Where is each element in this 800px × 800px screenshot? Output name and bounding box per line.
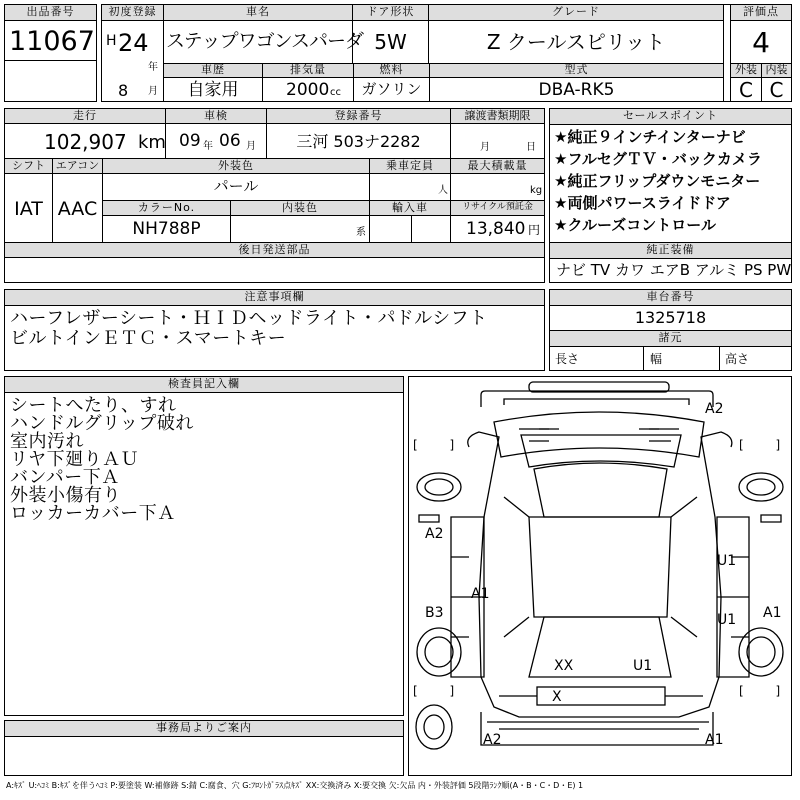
month-value: 8 [118,81,129,100]
transfer-day-unit: 日 [526,142,536,153]
mark-interior-right: U1 [633,658,653,674]
inspection-label: 車検 [165,108,267,124]
name-label: 車名 [163,4,353,21]
year-value: 24 [118,29,149,57]
inspection-year: 09 [179,131,201,151]
capacity-label: 乗車定員 [369,158,451,174]
height-label: 高さ [725,352,750,366]
ac-value: AAC [57,198,98,220]
history-value: 自家用 [187,80,239,100]
month-unit: 月 [148,86,158,97]
sales-points-label: セールスポイント [549,108,792,125]
recycle-value: 13,840 [466,219,526,239]
car-name: ステップワゴンスパーダ [166,30,364,52]
notes-line-2: ビルトインＥＴＣ・スマートキー [10,328,287,349]
mark-rear-right: A1 [705,732,724,748]
plate-label: 登録番号 [266,108,451,124]
inspector-line-3: 室内汚れ [10,431,84,452]
length-label: 長さ [555,352,580,366]
sales-point-2: ★フルセグＴＶ・バックカメラ [554,150,762,168]
maxload-label: 最大積載量 [450,158,545,174]
recycle-unit: 円 [528,223,541,237]
equipment-value: ナビ TV カワ エアB アルミ PS PW [556,261,792,279]
lot-label: 出品番号 [4,4,97,21]
bracket-right-front: [ ] [739,438,795,452]
exterior-score-label: 外装 [730,63,762,78]
inspector-line-5: バンパー下Ａ [10,467,120,488]
displacement-value: 2000 [286,80,330,100]
dims-label: 諸元 [549,330,792,347]
model-value: DBA-RK5 [538,80,615,100]
exterior-score: C [739,78,753,102]
grade-value: Z クールスピリット [486,30,666,54]
score-label: 評価点 [730,4,792,21]
inspector-line-6: 外装小傷有り [10,485,121,506]
door-type: 5W [374,30,407,54]
inspector-line-4: リヤ下廻りＡＵ [10,449,140,470]
sales-point-1: ★純正９インチインターナビ [554,128,746,146]
interior-score-label: 内装 [761,63,792,78]
later-parts-label: 後日発送部品 [4,242,545,258]
mark-left-front: A2 [425,526,444,542]
mark-interior-left: XX [554,658,574,674]
interior-score: C [769,78,784,102]
width-label: 幅 [650,352,663,366]
transfer-label: 譲渡書類期限 [450,108,545,124]
chassis-number: 1325718 [634,308,707,327]
exterior-color-label: 外装色 [102,158,370,174]
interior-color-label: 内装色 [230,200,370,216]
sales-point-3: ★純正フリップダウンモニター [554,172,761,190]
legend-footer: A:ｷｽﾞ U:ﾍｺﾐ B:ｷｽﾞを伴うﾍｺﾐ P:要塗装 W:補修跡 S:錆 C:腐食、穴 G:ﾌﾛﾝﾄｶﾞﾗｽ点ｷｽﾞ XX:交換済み X:要交換 欠:欠品 内・外装評価 5段階ﾗﾝｸ順(A・B・C・D・E) 1 [6,781,584,790]
inspector-line-2: ハンドルグリップ破れ [10,413,194,434]
ac-label: エアコン [52,158,103,174]
capacity-unit: 人 [438,185,448,196]
fuel-value: ガソリン [361,80,422,98]
mileage-value: 102,907 [44,130,127,154]
car-diagram [408,376,795,776]
notes-line-1: ハーフレザーシート・ＨＩＤヘッドライト・パドルシフト [10,308,488,329]
era-value: H [106,33,117,49]
inspection-month: 06 [219,131,241,151]
recycle-label: リサイクル預託金 [450,200,545,216]
inspector-label: 検査員記入欄 [4,376,404,393]
mark-left-mid: A1 [471,586,490,602]
interior-color-unit: 系 [356,227,366,238]
inspector-line-1: シートへたり、すれ [10,395,177,416]
maxload-unit: kg [530,185,543,196]
lot-number: 11067 [9,26,95,57]
bracket-right-rear: [ ] [739,684,795,698]
first-reg-label: 初度登録 [101,4,164,21]
sales-point-5: ★クルーズコントロール [554,216,716,234]
history-label: 車歴 [163,63,263,78]
year-unit: 年 [148,62,158,73]
mark-right-rear: A1 [763,605,782,621]
mark-right-front: U1 [717,553,737,569]
inspection-month-unit: 月 [246,141,256,152]
transfer-month-unit: 月 [480,142,490,153]
model-label: 型式 [429,63,724,78]
car-outline-svg [409,377,793,777]
mark-left-rear: B3 [425,605,444,621]
bracket-left-front: [ ] [413,438,469,452]
equipment-label: 純正装備 [549,242,792,259]
mark-rear-left: A2 [483,732,502,748]
grade-label: グレード [428,4,724,21]
displacement-label: 排気量 [262,63,354,78]
color-no-label: カラーNo. [102,200,231,216]
inspector-line-7: ロッカーカバー下Ａ [10,503,176,524]
displacement-unit: cc [330,87,341,98]
mark-right-mid: U1 [717,612,737,628]
fuel-label: 燃料 [353,63,430,78]
shift-value: IAT [14,198,43,220]
door-label: ドア形状 [352,4,429,21]
mileage-unit: km [138,132,166,153]
chassis-label: 車台番号 [549,289,792,306]
import-label: 輸入車 [369,200,451,216]
exterior-color-value: パール [213,177,259,195]
score-value: 4 [752,26,770,59]
office-label: 事務局よりご案内 [4,720,404,737]
mark-front-right: A2 [705,401,724,417]
color-no-value: NH788P [132,219,201,239]
sales-point-4: ★両側パワースライドドア [554,194,731,212]
plate-value: 三河 503ナ2282 [296,132,421,151]
shift-label: シフト [4,158,53,174]
mileage-label: 走行 [4,108,166,124]
bracket-left-rear: [ ] [413,684,469,698]
inspection-year-unit: 年 [203,141,213,152]
notes-label: 注意事項欄 [4,289,545,306]
mark-glass: X [552,689,562,705]
